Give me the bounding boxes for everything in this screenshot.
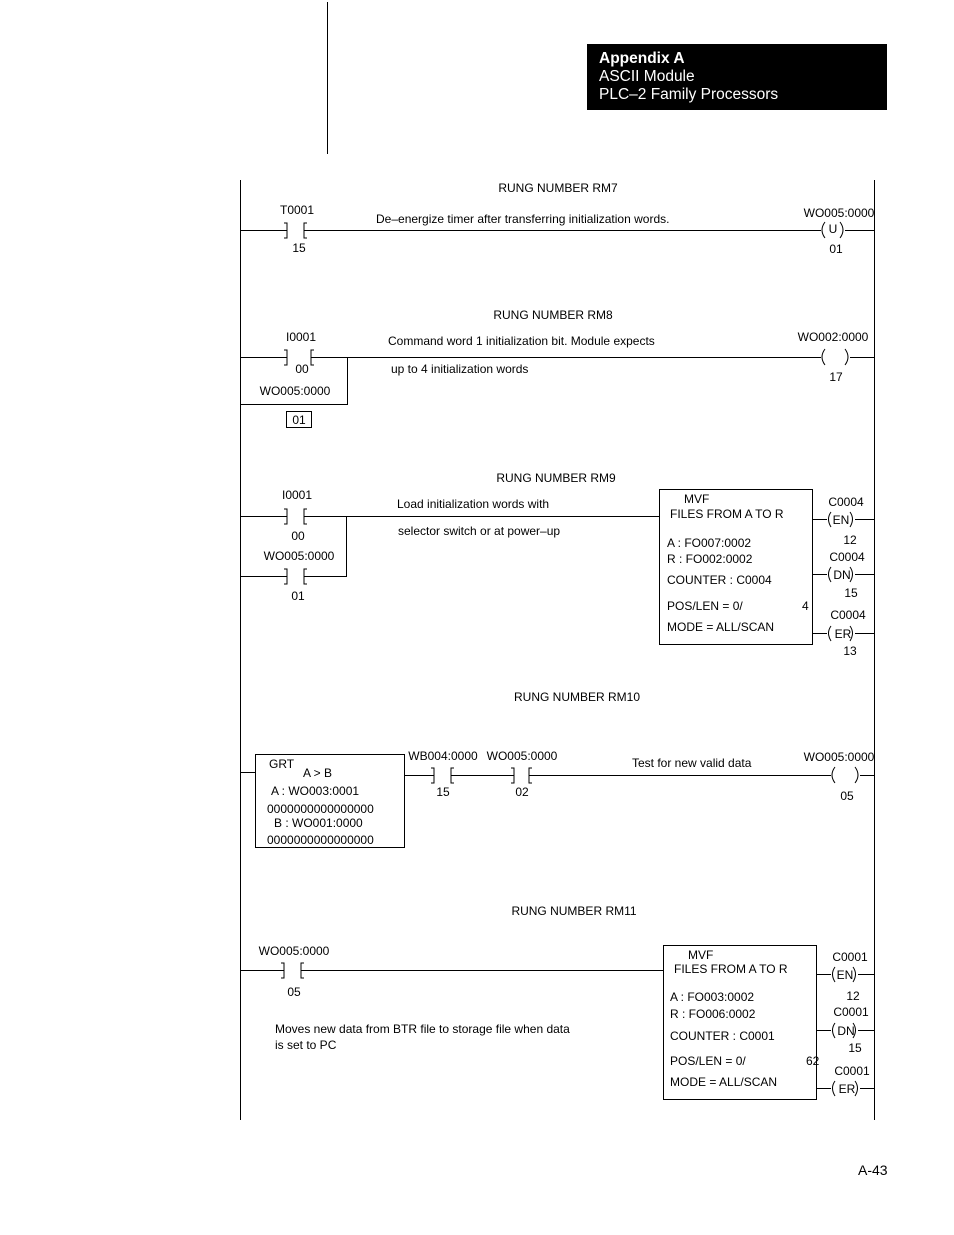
rung-comment-line-2: is set to PC (275, 1038, 337, 1052)
block-counter: COUNTER : C0004 (667, 573, 772, 587)
rung-comment: De–energize timer after transferring initialization words. (376, 212, 670, 226)
contact-address: I0001 (281, 488, 313, 502)
block-file-a: A : FO007:0002 (667, 536, 752, 550)
page-number: A-43 (858, 1162, 888, 1178)
coil-dn (813, 550, 874, 600)
block-poslen: POS/LEN = 0/ (667, 599, 743, 613)
block-description: FILES FROM A TO R (670, 507, 784, 521)
coil-address: C0004 (828, 495, 864, 509)
coil-address: WO002:0000 (797, 330, 869, 344)
coil-bit: 13 (843, 644, 857, 658)
coil-er (813, 608, 874, 658)
block-poslen-value: 4 (802, 599, 809, 613)
rung-comment-line-1: Load initialization words with (397, 497, 550, 511)
rung-title: RUNG NUMBER RM9 (496, 471, 616, 485)
branch-contact-address: WO005:0000 (259, 384, 331, 398)
block-mode: MODE = ALL/SCAN (670, 1075, 778, 1089)
contact-address: WO005:0000 (258, 944, 330, 958)
coil-type: EN (836, 968, 854, 982)
block-poslen-value: 62 (806, 1054, 820, 1068)
coil-type: DN (837, 1024, 855, 1038)
block-condition: A > B (303, 766, 333, 780)
coil-address: C0001 (832, 950, 868, 964)
contact-1-address: WB004:0000 (408, 749, 478, 763)
coil-en (813, 495, 874, 547)
block-poslen: POS/LEN = 0/ (670, 1054, 746, 1068)
coil-address: C0004 (829, 550, 865, 564)
coil-address: WO005:0000 (803, 750, 875, 764)
coil-bit: 12 (843, 533, 857, 547)
coil-type: U (828, 222, 838, 236)
block-file-a: A : FO003:0002 (670, 990, 755, 1004)
coil-address: C0001 (834, 1064, 870, 1078)
coil-type: ER (834, 627, 852, 641)
rung-rm7 (240, 181, 875, 256)
coil-en (817, 950, 874, 1003)
contact-address: I0001 (285, 330, 317, 344)
block-mode: MODE = ALL/SCAN (667, 620, 775, 634)
coil-bit: 17 (829, 370, 843, 384)
coil-bit: 05 (840, 789, 854, 803)
block-description: FILES FROM A TO R (674, 962, 788, 976)
header-subtitle-2: PLC–2 Family Processors (599, 86, 779, 103)
rung-comment-line-2: selector switch or at power–up (398, 524, 561, 538)
block-source-a: A : WO003:0001 (271, 784, 360, 798)
contact-no-symbol (284, 223, 307, 238)
contact-no-symbol (511, 768, 532, 783)
rung-rm10 (240, 690, 875, 848)
block-source-b-value: 0000000000000000 (267, 833, 374, 847)
contact-bit: 00 (295, 362, 309, 376)
block-name: MVF (684, 492, 710, 506)
branch-contact-address: WO005:0000 (263, 549, 335, 563)
header-title: Appendix A (599, 50, 685, 67)
coil-address: WO005:0000 (803, 206, 875, 220)
coil-address: C0004 (830, 608, 866, 622)
contact-bit: 00 (291, 529, 305, 543)
block-source-b: B : WO001:0000 (274, 816, 363, 830)
branch-contact-bit: 01 (291, 589, 305, 603)
coil-type: ER (838, 1082, 856, 1096)
coil-bit: 15 (844, 586, 858, 600)
block-file-r: R : FO006:0002 (670, 1007, 756, 1021)
block-file-r: R : FO002:0002 (667, 552, 753, 566)
contact-2-bit: 02 (515, 785, 529, 799)
block-counter: COUNTER : C0001 (670, 1029, 775, 1043)
coil-type: EN (832, 513, 850, 527)
contact-no-symbol (431, 768, 454, 783)
block-name: GRT (269, 757, 295, 771)
contact-bit: 15 (292, 241, 306, 255)
contact-bit: 05 (287, 985, 301, 999)
coil-symbol (822, 349, 848, 365)
rung-title: RUNG NUMBER RM8 (493, 308, 613, 322)
coil-symbol (832, 767, 858, 783)
coil-type: DN (833, 568, 851, 582)
rung-comment-line-2: up to 4 initialization words (391, 362, 529, 376)
coil-address: C0001 (833, 1005, 869, 1019)
rung-comment-line-1: Moves new data from BTR file to storage file when data (275, 1022, 570, 1036)
rung-title: RUNG NUMBER RM7 (498, 181, 618, 195)
block-source-a-value: 0000000000000000 (267, 802, 374, 816)
contact-1-bit: 15 (436, 785, 450, 799)
rung-comment-line-1: Command word 1 initialization bit. Module expects (388, 334, 655, 348)
branch-contact-bit: 01 (292, 413, 306, 427)
contact-address: T0001 (279, 203, 315, 217)
rung-comment: Test for new valid data (632, 756, 752, 770)
coil-bit: 01 (829, 242, 843, 256)
rung-title: RUNG NUMBER RM11 (511, 904, 637, 918)
coil-dn (817, 1005, 874, 1055)
contact-no-symbol (281, 963, 304, 978)
header-subtitle-1: ASCII Module (599, 68, 695, 85)
rung-title: RUNG NUMBER RM10 (513, 690, 641, 704)
coil-bit: 15 (848, 1041, 862, 1055)
rung-rm11 (240, 904, 874, 1100)
coil-er (817, 1064, 874, 1096)
rung-rm8 (240, 308, 874, 428)
block-name: MVF (688, 948, 714, 962)
coil-bit: 12 (846, 989, 860, 1003)
contact-2-address: WO005:0000 (486, 749, 558, 763)
branch-contact-symbol (284, 569, 307, 584)
contact-no-symbol (284, 509, 307, 524)
rung-rm9 (240, 471, 874, 658)
